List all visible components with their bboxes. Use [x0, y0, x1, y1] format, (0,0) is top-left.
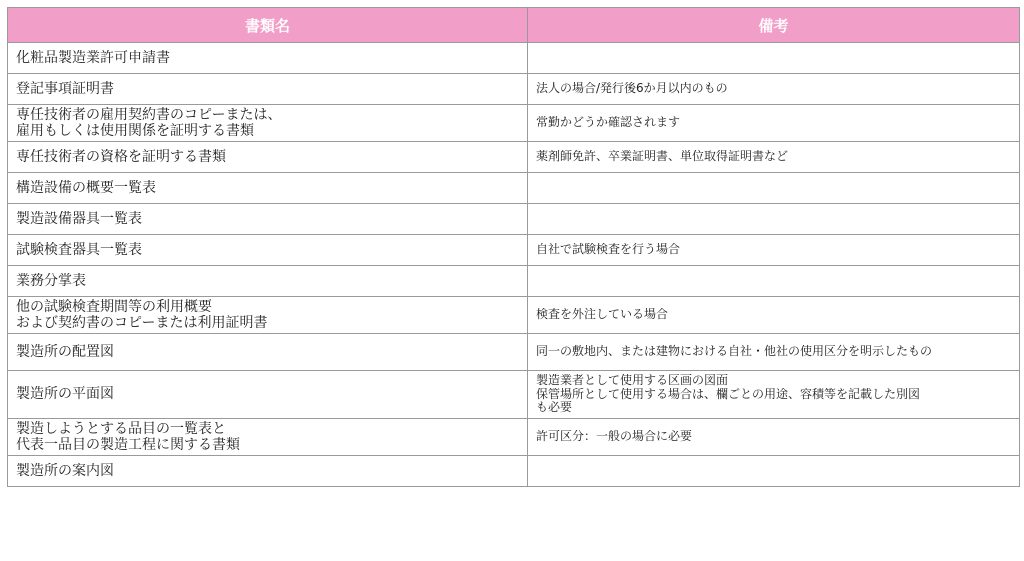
remarks-text: 検査を外注している場合 [536, 308, 669, 322]
remarks-cell [528, 419, 1020, 456]
table-row [8, 371, 1020, 419]
table-row [8, 173, 1020, 204]
remarks-text: 自社で試験検査を行う場合 [536, 243, 681, 257]
table-row [8, 334, 1020, 371]
table-row [8, 43, 1020, 74]
table-row [8, 235, 1020, 266]
document-name-cell [8, 456, 528, 487]
remarks-cell [528, 266, 1020, 297]
document-name-text: 製造設備器具一覧表 [16, 210, 142, 227]
document-name-text: および契約書のコピーまたは利用証明書 [16, 315, 268, 331]
remarks-cell [528, 204, 1020, 235]
document-name-cell [8, 105, 528, 142]
remarks-text: 常勤かどうか確認されます [536, 116, 681, 130]
document-name-text: 製造所の配置図 [16, 343, 114, 360]
document-name-cell [8, 204, 528, 235]
document-name-text: 登記事項証明書 [16, 80, 114, 97]
document-name-cell [8, 266, 528, 297]
table-row [8, 142, 1020, 173]
document-name-text: 代表一品目の製造工程に関する書類 [16, 437, 240, 453]
remarks-text: 製造業者として使用する区画の図面 [536, 373, 729, 387]
document-name-text: 構造設備の概要一覧表 [16, 179, 156, 196]
remarks-cell [528, 371, 1020, 419]
document-name-cell [8, 173, 528, 204]
document-name-cell [8, 419, 528, 456]
table-row [8, 74, 1020, 105]
table-row [8, 297, 1020, 334]
document-name-cell [8, 371, 528, 419]
document-name-cell [8, 334, 528, 371]
remarks-cell [528, 173, 1020, 204]
remarks-cell [528, 235, 1020, 266]
remarks-text: 許可区分：一般の場合に必要 [536, 430, 693, 444]
remarks-text: も必要 [536, 401, 573, 415]
document-name-text: 他の試験検査期間等の利用概要 [16, 298, 212, 315]
document-name-text: 専任技術者の資格を証明する書類 [16, 148, 226, 165]
remarks-text: 法人の場合/発行後6か月以内のもの [536, 82, 728, 96]
header-document-name: 書類名 [8, 8, 528, 43]
document-name-cell [8, 43, 528, 74]
table-row [8, 419, 1020, 456]
remarks-text: 保管場所として使用する場合は、欄ごとの用途、容積等を記載した別図 [536, 387, 921, 401]
remarks-cell [528, 142, 1020, 173]
remarks-cell [528, 297, 1020, 334]
remarks-cell [528, 74, 1020, 105]
document-name-cell [8, 235, 528, 266]
table-row [8, 204, 1020, 235]
table-row [8, 456, 1020, 487]
document-name-text: 化粧品製造業許可申請書 [16, 49, 170, 66]
document-name-text: 製造所の案内図 [16, 462, 114, 479]
document-name-text: 試験検査器具一覧表 [16, 241, 142, 258]
documents-table-container [7, 7, 1019, 487]
document-name-text: 専任技術者の雇用契約書のコピーまたは、 [16, 106, 282, 123]
remarks-cell [528, 105, 1020, 142]
remarks-text: 薬剤師免許、卒業証明書、単位取得証明書など [536, 150, 789, 164]
document-name-text: 雇用もしくは使用関係を証明する書類 [16, 123, 254, 139]
document-name-cell [8, 297, 528, 334]
document-name-cell [8, 142, 528, 173]
remarks-text: 同一の敷地内、または建物における自社・他社の使用区分を明示したもの [536, 344, 933, 359]
document-name-text: 製造しようとする品目の一覧表と [16, 420, 226, 437]
document-name-cell [8, 74, 528, 105]
required-documents-table [7, 7, 1020, 487]
remarks-cell [528, 43, 1020, 74]
table-header-row [8, 8, 1020, 43]
remarks-cell [528, 456, 1020, 487]
remarks-cell [528, 334, 1020, 371]
header-remarks: 備考 [528, 8, 1020, 43]
document-name-text: 業務分掌表 [16, 272, 86, 289]
table-row [8, 266, 1020, 297]
table-row [8, 105, 1020, 142]
document-name-text: 製造所の平面図 [16, 386, 114, 403]
